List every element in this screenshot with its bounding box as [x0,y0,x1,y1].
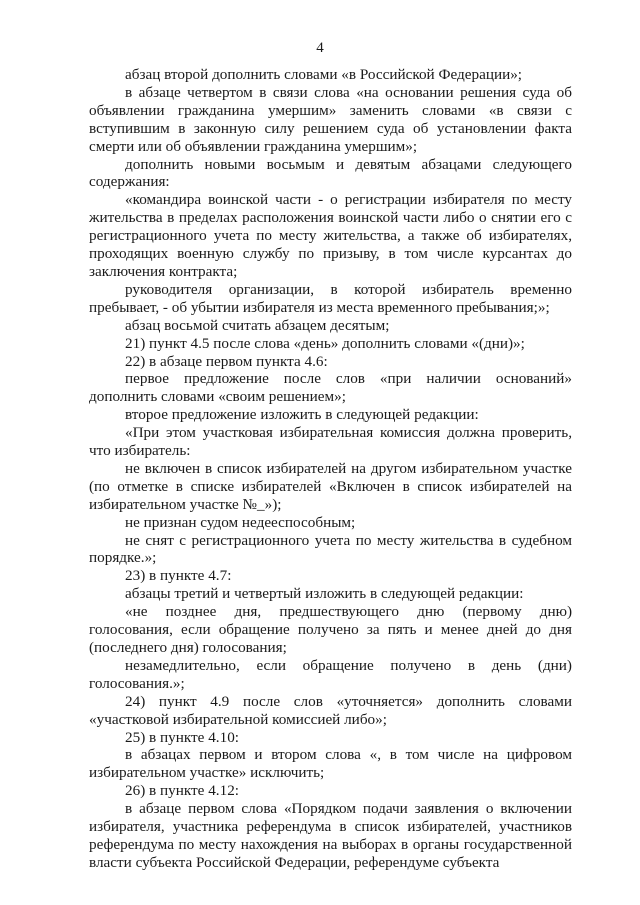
paragraph: в абзаце первом слова «Порядком подачи заявления о включении избирателя, участника референдума в список избирателей, участников референдума по месту нахождения на выборах в органы государственной власти субъекта Российской Федерации, референдуме субъекта [89,800,572,871]
page-number: 4 [316,40,324,56]
paragraph: в абзацах первом и втором слова «, в том числе на цифровом избирательном участке» исключить; [89,746,572,782]
paragraph: 25) в пункте 4.10: [125,728,240,746]
paragraph: «При этом участковая избирательная комиссия должна проверить, что избиратель: [89,424,572,460]
paragraph: 23) в пункте 4.7: [125,567,232,585]
paragraph: абзацы третий и четвертый изложить в следующей редакции: [125,585,524,603]
paragraph: дополнить новыми восьмым и девятым абзацами следующего содержания: [89,155,572,191]
paragraph: абзац второй дополнить словами «в Российской Федерации»; [125,66,523,83]
paragraph: 26) в пункте 4.12: [125,782,240,800]
paragraph: 22) в абзаце первом пункта 4.6: [125,352,328,370]
paragraph: не включен в список избирателей на другом избирательном участке (по отметке в списке избирателей «Включен в список избирателей на избирательном участке №_»); [89,459,572,513]
paragraph: «не позднее дня, предшествующего дню (первому дню) голосования, если обращение получено за пять и менее дней до дня (последнего дня) голосования; [89,603,572,656]
paragraph: в абзаце четвертом в связи слова «на основании решения суда об объявлении гражданина умершим» заменить словами «в связи с вступившим в законную силу решением суда об установлении факта смерти или об объявлении гражданина умершим»; [89,83,572,155]
document-body [89,66,572,872]
paragraph: 24) пункт 4.9 после слов «уточняется» дополнить словами «участковой избирательной комиссией либо»; [89,692,572,728]
paragraph: «командира воинской части - о регистрации избирателя по месту жительства в пределах расположения воинской части либо о снятии его с регистрационного учета по месту жительства, а также об избирателях, проходящих военную службу по призыву, в том числе курсантах до заключения контракта; [89,191,572,280]
paragraph: второе предложение изложить в следующей редакции: [125,406,479,424]
paragraph: первое предложение после слов «при наличии оснований» дополнить словами «своим решением»; [89,370,572,406]
paragraph: руководителя организации, в которой избиратель временно пребывает, - об убытии избирателя из места временного пребывания;»; [89,280,572,316]
paragraph: 21) пункт 4.5 после слова «день» дополнить словами «(дни)»; [125,334,525,352]
paragraph: не признан судом недееспособным; [125,513,356,531]
paragraph: абзац восьмой считать абзацем десятым; [125,316,390,334]
paragraph: незамедлительно, если обращение получено в день (дни) голосования.»; [89,656,572,692]
paragraph: не снят с регистрационного учета по месту жительства в судебном порядке.»; [89,531,572,567]
